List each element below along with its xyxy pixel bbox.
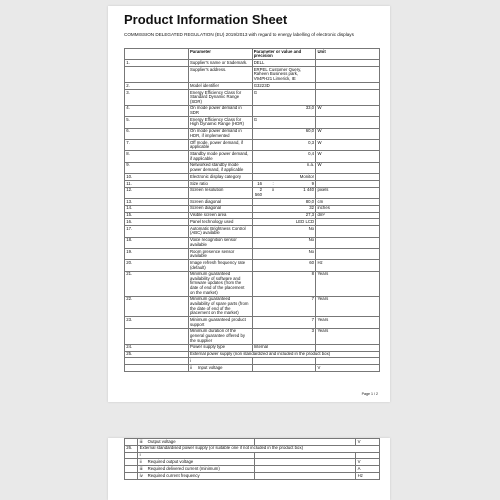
row-parameter: [138, 459, 254, 466]
row-value: [252, 187, 316, 198]
table-row: [125, 260, 380, 271]
row-roman-index: iii: [139, 438, 143, 444]
row-parameter-text: Input voltage: [197, 364, 223, 370]
row-value: [252, 271, 316, 296]
row-unit: [316, 344, 380, 351]
row-unit: [316, 67, 380, 83]
row-parameter-text: Required current frequency: [147, 472, 200, 478]
row-number: [125, 459, 138, 466]
row-unit: Years: [316, 296, 380, 317]
table-row: [125, 226, 380, 237]
row-value: [252, 212, 316, 219]
row-value: [254, 439, 356, 446]
row-value-a: 2 560: [254, 187, 263, 197]
row-parameter: [138, 452, 254, 459]
row-parameter: [188, 365, 252, 372]
table-row: [125, 328, 380, 344]
row-parameter: [188, 212, 252, 219]
row-parameter-text: Panel technology used: [189, 219, 234, 224]
row-parameter: [188, 83, 252, 90]
row-parameter-text: Off mode, power demand, if applicable: [189, 139, 243, 150]
document-page-1: [108, 6, 390, 402]
row-value-text: Monitor: [299, 173, 315, 179]
row-unit: [316, 248, 380, 259]
header-num: [125, 49, 189, 60]
table-row: [125, 452, 380, 459]
header-value: Parameter or value and precision: [252, 49, 316, 60]
row-parameter: [188, 60, 252, 67]
row-parameter: [188, 271, 252, 296]
row-value-text: 0,3: [308, 139, 315, 145]
row-number: 24.: [125, 344, 189, 351]
table-row: [125, 317, 380, 328]
row-value: [252, 260, 316, 271]
table-row: [125, 439, 380, 446]
row-parameter: [188, 187, 252, 198]
row-parameter-text: On mode power demand in HDR, if implemented: [189, 128, 242, 138]
row-number: [125, 472, 138, 479]
row-value: [252, 83, 316, 90]
row-value-text: No: [308, 237, 315, 243]
row-value-text: G3223D: [253, 82, 270, 88]
row-value-text: n.a.: [306, 162, 315, 168]
table-row: [125, 117, 380, 128]
table-row: [125, 60, 380, 67]
row-value: [252, 219, 316, 226]
row-unit: dm²: [316, 212, 380, 219]
power-supply-table-body: [125, 439, 380, 480]
row-value: [252, 89, 316, 105]
table-header-row: [125, 49, 380, 60]
row-unit: [316, 83, 380, 90]
table-row: [125, 83, 380, 90]
row-value: [252, 117, 316, 128]
row-parameter: [188, 260, 252, 271]
row-number: 9.: [125, 162, 189, 173]
row-value: [254, 452, 356, 459]
row-value: [252, 162, 316, 173]
row-unit: V: [316, 365, 380, 372]
row-parameter: [188, 162, 252, 173]
row-number: [125, 328, 189, 344]
row-value-text: G: [253, 89, 258, 95]
row-unit: [316, 358, 380, 365]
row-unit: [356, 452, 380, 459]
row-number: [125, 452, 138, 459]
row-unit: inches: [316, 205, 380, 212]
row-parameter: [188, 180, 252, 187]
row-parameter: [188, 358, 252, 365]
row-number: 16.: [125, 219, 189, 226]
row-number: 19.: [125, 248, 189, 259]
row-unit: V: [356, 439, 380, 446]
row-number: 3.: [125, 89, 189, 105]
row-parameter-text: Screen diagonal: [189, 205, 221, 211]
row-value: [252, 105, 316, 116]
row-value: [252, 317, 316, 328]
row-roman-index: ii: [189, 364, 192, 370]
row-number: 22.: [125, 296, 189, 317]
row-number: 25.: [125, 351, 189, 358]
row-unit: W: [316, 128, 380, 139]
row-unit: [316, 180, 380, 187]
row-parameter: [138, 472, 254, 479]
product-info-table-body: [125, 60, 380, 372]
row-parameter-text: Minimum guaranteed product support: [189, 317, 246, 327]
row-roman-index: iii: [139, 465, 143, 471]
row-number: 11.: [125, 180, 189, 187]
table-row: [125, 128, 380, 139]
product-info-table: [124, 48, 380, 372]
row-parameter-text: Size ratio: [189, 180, 208, 186]
row-value: [252, 128, 316, 139]
power-supply-table: [124, 438, 380, 480]
row-unit: [316, 174, 380, 181]
table-row: [125, 187, 380, 198]
row-value-text: No: [308, 225, 315, 231]
row-value-pair: [254, 182, 314, 187]
row-parameter-text: Output voltage: [147, 438, 176, 444]
row-parameter: [188, 105, 252, 116]
row-parameter: [188, 205, 252, 212]
row-unit: Years: [316, 328, 380, 344]
row-parameter-text: Minimum duration of the general guarantee offered by the supplier: [189, 328, 246, 343]
table-row: [125, 199, 380, 206]
row-parameter-text: Minimum guaranteed availability of software and firmware updates (from the date of end of the placement on the market): [189, 271, 245, 295]
row-value-text: 27,3: [305, 212, 315, 218]
row-value-pair: [254, 188, 314, 197]
row-value-text: ERPEL Customer Query, Raheen Business park, V94PH21 Limerick, IE: [253, 66, 302, 81]
row-parameter: [188, 140, 252, 151]
row-parameter: [188, 199, 252, 206]
row-parameter: [188, 67, 252, 83]
row-parameter-text: Networked standby mode power demand, if applicable: [189, 162, 244, 172]
table-row: [125, 180, 380, 187]
row-value-text: 7: [311, 317, 315, 322]
row-parameter: [188, 128, 252, 139]
row-parameter-text: On mode power demand in SDR: [189, 105, 242, 116]
table-row: [125, 296, 380, 317]
row-value: [252, 328, 316, 344]
row-number: [125, 358, 189, 365]
row-value: [252, 248, 316, 259]
page-number: Page 1 / 2: [361, 392, 378, 396]
table-row: [125, 212, 380, 219]
row-unit: Hz: [316, 260, 380, 271]
row-unit: cm: [316, 199, 380, 206]
row-number: [125, 466, 138, 473]
table-row: [125, 89, 380, 105]
row-unit: V: [356, 459, 380, 466]
header-unit: Unit: [316, 49, 380, 60]
row-unit: [316, 60, 380, 67]
row-value-text: 60: [309, 259, 315, 265]
table-row: [125, 466, 380, 473]
row-value-text: 80,0: [305, 198, 315, 204]
table-row: [125, 237, 380, 248]
row-parameter-text: Minimum guaranteed availability of spare parts (from the date of end of the placement on the market): [189, 296, 249, 316]
row-value-text: LED LCD: [295, 219, 315, 224]
row-number: 26.: [125, 445, 138, 452]
row-parameter: [188, 328, 252, 344]
table-row: [125, 248, 380, 259]
row-number: 14.: [125, 205, 189, 212]
row-value: [252, 237, 316, 248]
row-value-a: 16: [257, 180, 263, 186]
table-row: [125, 162, 380, 173]
row-unit: W: [316, 140, 380, 151]
row-parameter-text: Room presence sensor available: [189, 248, 235, 259]
header-parameter: Parameter: [188, 49, 252, 60]
row-unit: [316, 89, 380, 105]
row-parameter-text: Automatic Brightness Control (ABC) available: [189, 225, 246, 236]
row-number: 21.: [125, 271, 189, 296]
row-parameter: [188, 237, 252, 248]
table-row: [125, 140, 380, 151]
row-number: [125, 365, 189, 372]
row-value: [252, 151, 316, 162]
row-value-text: 32: [309, 205, 315, 211]
row-parameter-text: Image refresh frequency rate (default): [189, 259, 246, 270]
row-number: [125, 439, 138, 446]
row-roman-index: i: [139, 452, 141, 458]
row-value: [252, 199, 316, 206]
row-value: [252, 60, 316, 67]
table-row: [125, 365, 380, 372]
row-parameter-text: Energy Efficiency Class for Standard Dynamic Range (SDR): [189, 89, 242, 104]
row-value: [252, 365, 316, 372]
row-number: 2.: [125, 83, 189, 90]
row-unit: [316, 237, 380, 248]
table-row: [125, 67, 380, 83]
table-row: [125, 205, 380, 212]
row-value: [252, 180, 316, 187]
row-parameter-text: Screen resolution: [189, 187, 224, 193]
row-number: 13.: [125, 199, 189, 206]
row-parameter: [188, 226, 252, 237]
row-value: [252, 226, 316, 237]
row-parameter: [188, 89, 252, 105]
row-value-b: 9: [311, 180, 315, 186]
row-parameter-text: Model identifier: [189, 82, 220, 88]
row-number: 17.: [125, 226, 189, 237]
row-parameter: [188, 296, 252, 317]
row-parameter-text: Electronic display category: [189, 173, 242, 179]
row-parameter-text: Standby mode power demand, if applicable: [189, 150, 249, 161]
row-number: 12.: [125, 187, 189, 198]
row-value: [252, 358, 316, 365]
row-roman-index: ii: [139, 458, 142, 464]
row-parameter-text: Screen diagonal: [189, 198, 221, 204]
row-roman-index: iv: [139, 472, 143, 478]
row-parameter-text: Supplier's address.: [189, 66, 227, 72]
row-parameter-text: Required output voltage: [147, 458, 194, 464]
row-value-text: 7: [311, 296, 315, 302]
row-value-text: 33,0: [305, 105, 315, 111]
row-parameter-text: Required delivered current (minimum): [147, 465, 220, 471]
row-parameter: [138, 466, 254, 473]
row-unit: W: [316, 162, 380, 173]
table-row: [125, 459, 380, 466]
table-row: [125, 445, 380, 452]
page-title: Product Information Sheet: [124, 12, 288, 27]
table-row: [125, 151, 380, 162]
table-row: [125, 271, 380, 296]
row-number: [125, 67, 189, 83]
row-parameter-text: Visible screen area: [189, 212, 227, 218]
row-unit: W: [316, 105, 380, 116]
row-value-text: DELL: [253, 59, 265, 65]
row-value-sep: x: [271, 187, 275, 193]
row-value-text: 60,0: [305, 128, 315, 134]
row-unit: W: [316, 151, 380, 162]
row-unit: Years: [316, 317, 380, 328]
row-unit: [316, 219, 380, 226]
row-value-b: 1 440: [303, 187, 315, 193]
table-row: [125, 105, 380, 116]
row-value-sep: :: [272, 180, 274, 186]
row-parameter: [188, 219, 252, 226]
row-parameter: [188, 317, 252, 328]
row-value: [252, 67, 316, 83]
table-row: [125, 472, 380, 479]
row-parameter: External power supply (non standardized and included in the product box): [188, 351, 379, 358]
table-row: [125, 344, 380, 351]
row-parameter: [188, 174, 252, 181]
row-parameter-text: Power supply type: [189, 344, 226, 350]
row-unit: [316, 226, 380, 237]
table-row: [125, 219, 380, 226]
row-unit: pixels: [316, 187, 380, 198]
row-number: 15.: [125, 212, 189, 219]
row-number: 4.: [125, 105, 189, 116]
row-parameter-text: Voice recognition sensor available: [189, 237, 237, 247]
row-parameter-text: Supplier's name or trademark.: [189, 59, 248, 65]
row-parameter: [188, 151, 252, 162]
row-value: [254, 472, 356, 479]
row-parameter: [188, 248, 252, 259]
row-number: 20.: [125, 260, 189, 271]
row-value: [254, 466, 356, 473]
row-value: [252, 344, 316, 351]
page-subtitle: COMMISSION DELEGATED REGULATION (EU) 2019/2013 with regard to energy labelling of electronic displays: [124, 32, 354, 37]
row-number: 8.: [125, 151, 189, 162]
row-number: 23.: [125, 317, 189, 328]
row-value: [252, 296, 316, 317]
row-value: [252, 140, 316, 151]
row-number: 1.: [125, 60, 189, 67]
document-page-2: [108, 438, 390, 500]
row-value-text: 0,4: [308, 150, 315, 156]
table-row: [125, 358, 380, 365]
row-unit: [316, 117, 380, 128]
table-row: [125, 351, 380, 358]
row-value: [252, 205, 316, 212]
row-number: 18.: [125, 237, 189, 248]
row-unit: Years: [316, 271, 380, 296]
row-parameter: [188, 344, 252, 351]
row-number: 10.: [125, 174, 189, 181]
row-value-text: 8: [311, 271, 315, 277]
row-value-text: No: [308, 248, 315, 254]
row-number: 5.: [125, 117, 189, 128]
row-number: 6.: [125, 128, 189, 139]
row-roman-index: i: [189, 357, 191, 363]
row-value: [254, 459, 356, 466]
row-unit: Hz: [356, 472, 380, 479]
row-parameter: [188, 117, 252, 128]
table-row: [125, 174, 380, 181]
row-parameter: External standardised power supply (or suitable one if not included in the product box): [138, 445, 380, 452]
row-value-text: 3: [311, 328, 315, 334]
row-parameter-text: Energy Efficiency Class for High Dynamic Range (HDR): [189, 116, 244, 127]
row-number: 7.: [125, 140, 189, 151]
row-value-text: G: [253, 116, 258, 122]
row-value-text: Internal: [253, 344, 269, 350]
row-parameter: [138, 439, 254, 446]
row-unit: A: [356, 466, 380, 473]
row-value: [252, 174, 316, 181]
